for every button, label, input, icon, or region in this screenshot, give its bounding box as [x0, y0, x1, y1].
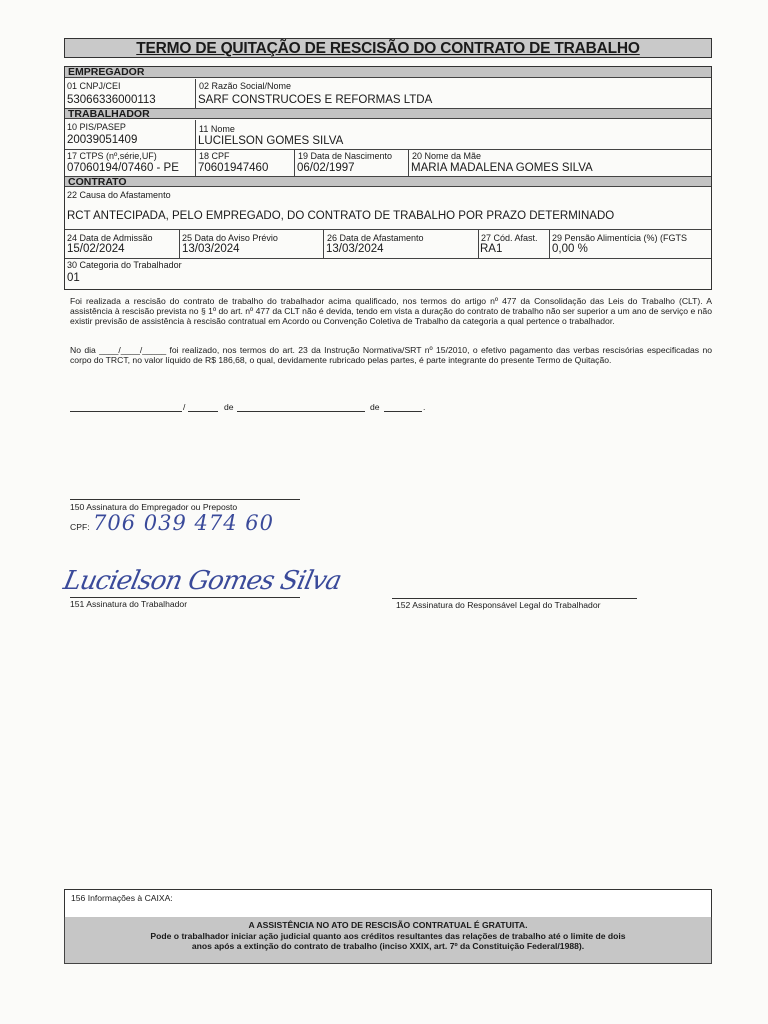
handwritten-cpf: 706 039 474 60 — [93, 511, 274, 535]
label-afastamento: 26 Data de Afastamento — [327, 233, 424, 243]
label-categoria: 30 Categoria do Trabalhador — [67, 260, 182, 270]
value-aviso-previo: 13/03/2024 — [182, 243, 240, 255]
date-year-line — [384, 411, 422, 412]
label-caixa: 156 Informações à CAIXA: — [71, 893, 173, 903]
row-divider — [65, 149, 711, 150]
value-categoria: 01 — [67, 272, 80, 284]
label-causa: 22 Causa do Afastamento — [67, 190, 171, 200]
label-nome-mae: 20 Nome da Mãe — [412, 151, 482, 161]
label-pensao: 29 Pensão Alimentícia (%) (FGTS — [552, 233, 688, 243]
date-de-1: de — [224, 402, 234, 412]
value-nome: LUCIELSON GOMES SILVA — [198, 135, 344, 147]
value-pis: 20039051409 — [67, 134, 138, 146]
document-title: TERMO DE QUITAÇÃO DE RESCISÃO DO CONTRATO DE TRABALHO — [64, 38, 712, 58]
date-place-line — [70, 411, 182, 412]
label-admissao: 24 Data de Admissão — [67, 233, 153, 243]
label-cod-afast: 27 Cód. Afast. — [481, 233, 538, 243]
label-pis: 10 PIS/PASEP — [67, 122, 126, 132]
label-razao-social: 02 Razão Social/Nome — [199, 81, 292, 91]
value-pensao: 0,00 % — [552, 243, 588, 255]
label-ctps: 17 CTPS (nº,série,UF) — [67, 151, 157, 161]
value-nascimento: 06/02/1997 — [297, 162, 355, 174]
value-causa: RCT ANTECIPADA, PELO EMPREGADO, DO CONTRATO DE TRABALHO POR PRAZO DETERMINADO — [67, 210, 615, 222]
section-trabalhador: TRABALHADOR — [65, 108, 711, 119]
section-contrato: CONTRATO — [65, 176, 711, 187]
date-de-2: de — [370, 402, 380, 412]
notice-line-3: anos após a extinção do contrato de trabalho (inciso XXIX, art. 7º da Constituição Federal/1988). — [191, 941, 585, 951]
divider — [549, 229, 550, 258]
value-afastamento: 13/03/2024 — [326, 243, 384, 255]
date-slash: / — [183, 402, 186, 412]
pagamento-paragraph: No dia ____/____/_____ foi realizado, nos termos do art. 23 da Instrução Normativa/SRT nº 15/2010, o efetivo pagamento das verbas rescisórias especificadas no corpo do TRCT, no valor líquido de R$ 186,68, o qual, devidamente rubricado pelas partes, é parte integrante do presente Termo de Quitação. — [70, 345, 712, 366]
signature-line-worker — [70, 597, 300, 598]
date-day-line — [188, 411, 218, 412]
gratuita-notice — [64, 917, 712, 964]
notice-line-1: A ASSISTÊNCIA NO ATO DE RESCISÃO CONTRATUAL É GRATUITA. — [248, 920, 528, 930]
label-assinatura-empregador: 150 Assinatura do Empregador ou Preposto — [70, 502, 238, 512]
section-empregador: EMPREGADOR — [65, 67, 711, 78]
value-nome-mae: MARIA MADALENA GOMES SILVA — [411, 162, 593, 174]
signature-line-employer — [70, 499, 300, 500]
date-end: . — [423, 402, 426, 412]
value-cnpj: 53066336000113 — [67, 94, 156, 106]
divider — [195, 79, 196, 108]
date-month-line — [237, 411, 365, 412]
notice-line-2: Pode o trabalhador iniciar ação judicial quanto aos créditos resultantes das relações de trabalho até o limite de dois — [150, 930, 626, 941]
divider — [478, 229, 479, 258]
label-assinatura-trabalhador: 151 Assinatura do Trabalhador — [70, 599, 188, 609]
label-aviso-previo: 25 Data do Aviso Prévio — [182, 233, 278, 243]
label-cpf: 18 CPF — [199, 151, 230, 161]
quitacao-paragraph: Foi realizada a rescisão do contrato de trabalho do trabalhador acima qualificado, nos termos do artigo nº 477 da Consolidação das Leis do Trabalho (CLT). A assistência à rescisão prevista no § 1º do art. nº 477 da CLT não é devida, tendo em vista a duração do contrato de trabalho não ser superior a um ano de serviço e não existir previsão de assistência à rescisão contratual em Acordo ou Convenção Coletiva de Trabalho da categoria a qual pertence o trabalhador. — [70, 296, 712, 327]
divider — [408, 149, 409, 176]
value-cod-afast: RA1 — [480, 243, 503, 255]
row-divider — [65, 229, 711, 230]
divider — [294, 149, 295, 176]
signature-line-legal — [392, 598, 637, 599]
value-admissao: 15/02/2024 — [67, 243, 125, 255]
divider — [195, 120, 196, 176]
value-razao-social: SARF CONSTRUCOES E REFORMAS LTDA — [198, 94, 433, 106]
form-table — [64, 66, 712, 290]
label-cpf: CPF: — [70, 522, 90, 532]
row-divider — [65, 258, 711, 259]
divider — [179, 229, 180, 258]
label-nome: 11 Nome — [199, 124, 235, 134]
divider — [323, 229, 324, 258]
label-cnpj: 01 CNPJ/CEI — [67, 81, 121, 91]
value-ctps: 07060194/07460 - PE — [67, 162, 179, 174]
worker-signature: Lucielson Gomes Silva — [60, 566, 344, 596]
label-nascimento: 19 Data de Nascimento — [298, 151, 393, 161]
label-assinatura-responsavel: 152 Assinatura do Responsável Legal do Trabalhador — [396, 600, 601, 610]
value-cpf: 70601947460 — [198, 162, 269, 174]
caixa-info-box — [64, 889, 712, 919]
